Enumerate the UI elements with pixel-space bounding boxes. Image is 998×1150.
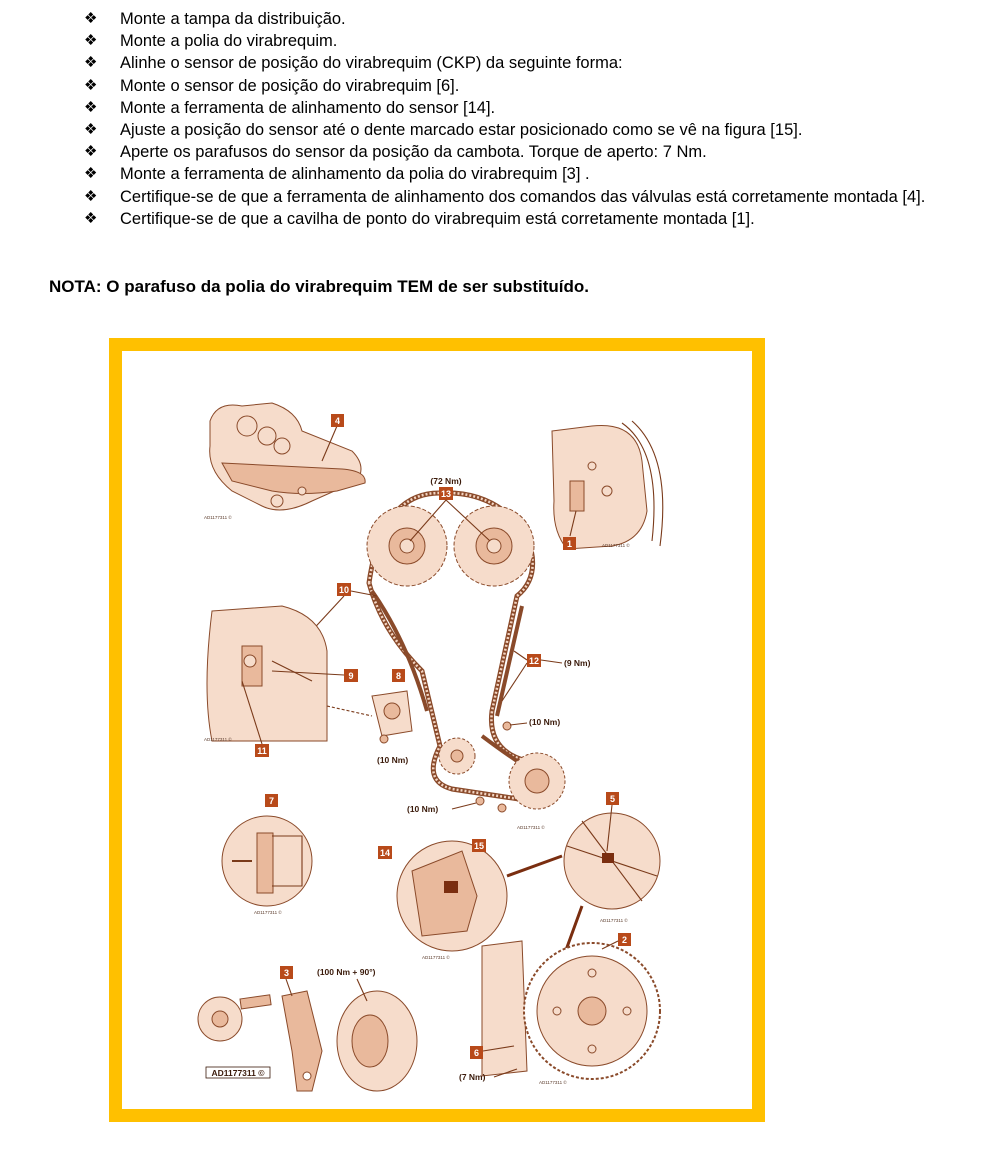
timing-belt-illustration xyxy=(122,351,752,1109)
pulley-tool-view xyxy=(198,966,417,1091)
bullet-icon: ❖ xyxy=(84,54,98,72)
step-text: Monte o sensor de posição do virabrequim [6]. xyxy=(120,76,460,95)
torque-tensioner-lower-label: (10 Nm) xyxy=(407,804,439,814)
step-text: Certifique-se de que a ferramenta de alinhamento dos comandos das válvulas está corretamente montada [4]. xyxy=(120,187,926,206)
callout-2: 2 xyxy=(621,935,628,945)
timing-diagram-figure xyxy=(109,338,765,1122)
torque-tensioner-upper-label: (10 Nm) xyxy=(529,717,561,727)
callout-14: 14 xyxy=(379,848,391,858)
step-item xyxy=(84,52,964,74)
step-item xyxy=(84,75,964,97)
ref-code-label: AD1177311 © xyxy=(422,955,450,960)
callout-5: 5 xyxy=(609,794,616,804)
torque-tensioner-left-label: (10 Nm) xyxy=(377,755,409,765)
ref-code-label: AD1177311 © xyxy=(600,918,628,923)
step-text: Monte a tampa da distribuição. xyxy=(120,10,346,28)
camshaft-tool-view xyxy=(204,403,365,520)
step-text: Alinhe o sensor de posição do virabrequim (CKP) da seguinte forma: xyxy=(120,54,623,73)
step-item xyxy=(84,208,964,230)
bullet-icon: ❖ xyxy=(84,98,98,116)
note-text: NOTA: O parafuso da polia do virabrequim TEM de ser substituído. xyxy=(49,277,589,296)
callout-11: 11 xyxy=(257,746,267,756)
step-text: Monte a ferramenta de alinhamento da polia do virabrequim [3] . xyxy=(120,165,590,184)
ref-code-label: AD1177311 © xyxy=(602,543,630,548)
step-item xyxy=(84,163,964,185)
crank-wheel-view xyxy=(459,933,660,1085)
callout-12: 12 xyxy=(528,656,540,666)
bullet-icon: ❖ xyxy=(84,187,98,205)
step-text: Monte a polia do virabrequim. xyxy=(120,32,338,51)
torque-guide-label: (9 Nm) xyxy=(564,658,591,668)
bullet-icon: ❖ xyxy=(84,32,98,50)
callout-15: 15 xyxy=(473,841,485,851)
callout-10: 10 xyxy=(338,585,350,595)
step-item xyxy=(84,30,964,52)
step-text: Monte a ferramenta de alinhamento do sensor [14]. xyxy=(120,98,496,117)
bullet-icon: ❖ xyxy=(84,165,98,183)
ref-code-label: AD1177311 © xyxy=(539,1080,567,1085)
bullet-icon: ❖ xyxy=(84,121,98,139)
bullet-icon: ❖ xyxy=(84,76,98,94)
ref-code-label: AD1177311 © xyxy=(254,910,282,915)
procedure-steps xyxy=(84,8,964,230)
step-text: Ajuste a posição do sensor até o dente marcado estar posicionado como se vê na figura [15]. xyxy=(120,121,803,140)
callout-3: 3 xyxy=(283,968,290,978)
callout-13: 13 xyxy=(440,489,452,499)
callout-8: 8 xyxy=(395,671,402,681)
flywheel-detail-view xyxy=(562,792,660,961)
callout-4: 4 xyxy=(334,416,341,426)
ref-code-label: AD1177311 © xyxy=(204,737,232,742)
sensor-tool-view xyxy=(378,839,562,960)
step-item xyxy=(84,186,964,208)
step-item xyxy=(84,141,964,163)
callout-1: 1 xyxy=(566,539,573,549)
step-item xyxy=(84,8,964,30)
torque-crank-label: (100 Nm + 90°) xyxy=(317,967,376,977)
timing-pin-view xyxy=(552,421,663,550)
ref-code-box-label: AD1177311 © xyxy=(211,1068,265,1078)
bracket-view xyxy=(222,794,312,915)
tensioner-view xyxy=(204,606,412,765)
callout-7: 7 xyxy=(268,796,275,806)
bullet-icon: ❖ xyxy=(84,209,98,227)
bullet-icon: ❖ xyxy=(84,143,98,161)
step-item xyxy=(84,119,964,141)
torque-cam-label: (72 Nm) xyxy=(430,476,462,486)
bullet-icon: ❖ xyxy=(84,10,98,27)
timing-belt-main xyxy=(307,476,591,830)
torque-sensor-label: (7 Nm) xyxy=(459,1072,486,1082)
step-item xyxy=(84,97,964,119)
callout-9: 9 xyxy=(348,671,354,681)
step-text: Aperte os parafusos do sensor da posição da cambota. Torque de aperto: 7 Nm. xyxy=(120,143,707,162)
ref-code-label: AD1177311 © xyxy=(517,825,545,830)
ref-code-label: AD1177311 © xyxy=(204,515,232,520)
callout-6: 6 xyxy=(473,1048,480,1058)
step-text: Certifique-se de que a cavilha de ponto do virabrequim está corretamente montada [1]. xyxy=(120,209,755,228)
